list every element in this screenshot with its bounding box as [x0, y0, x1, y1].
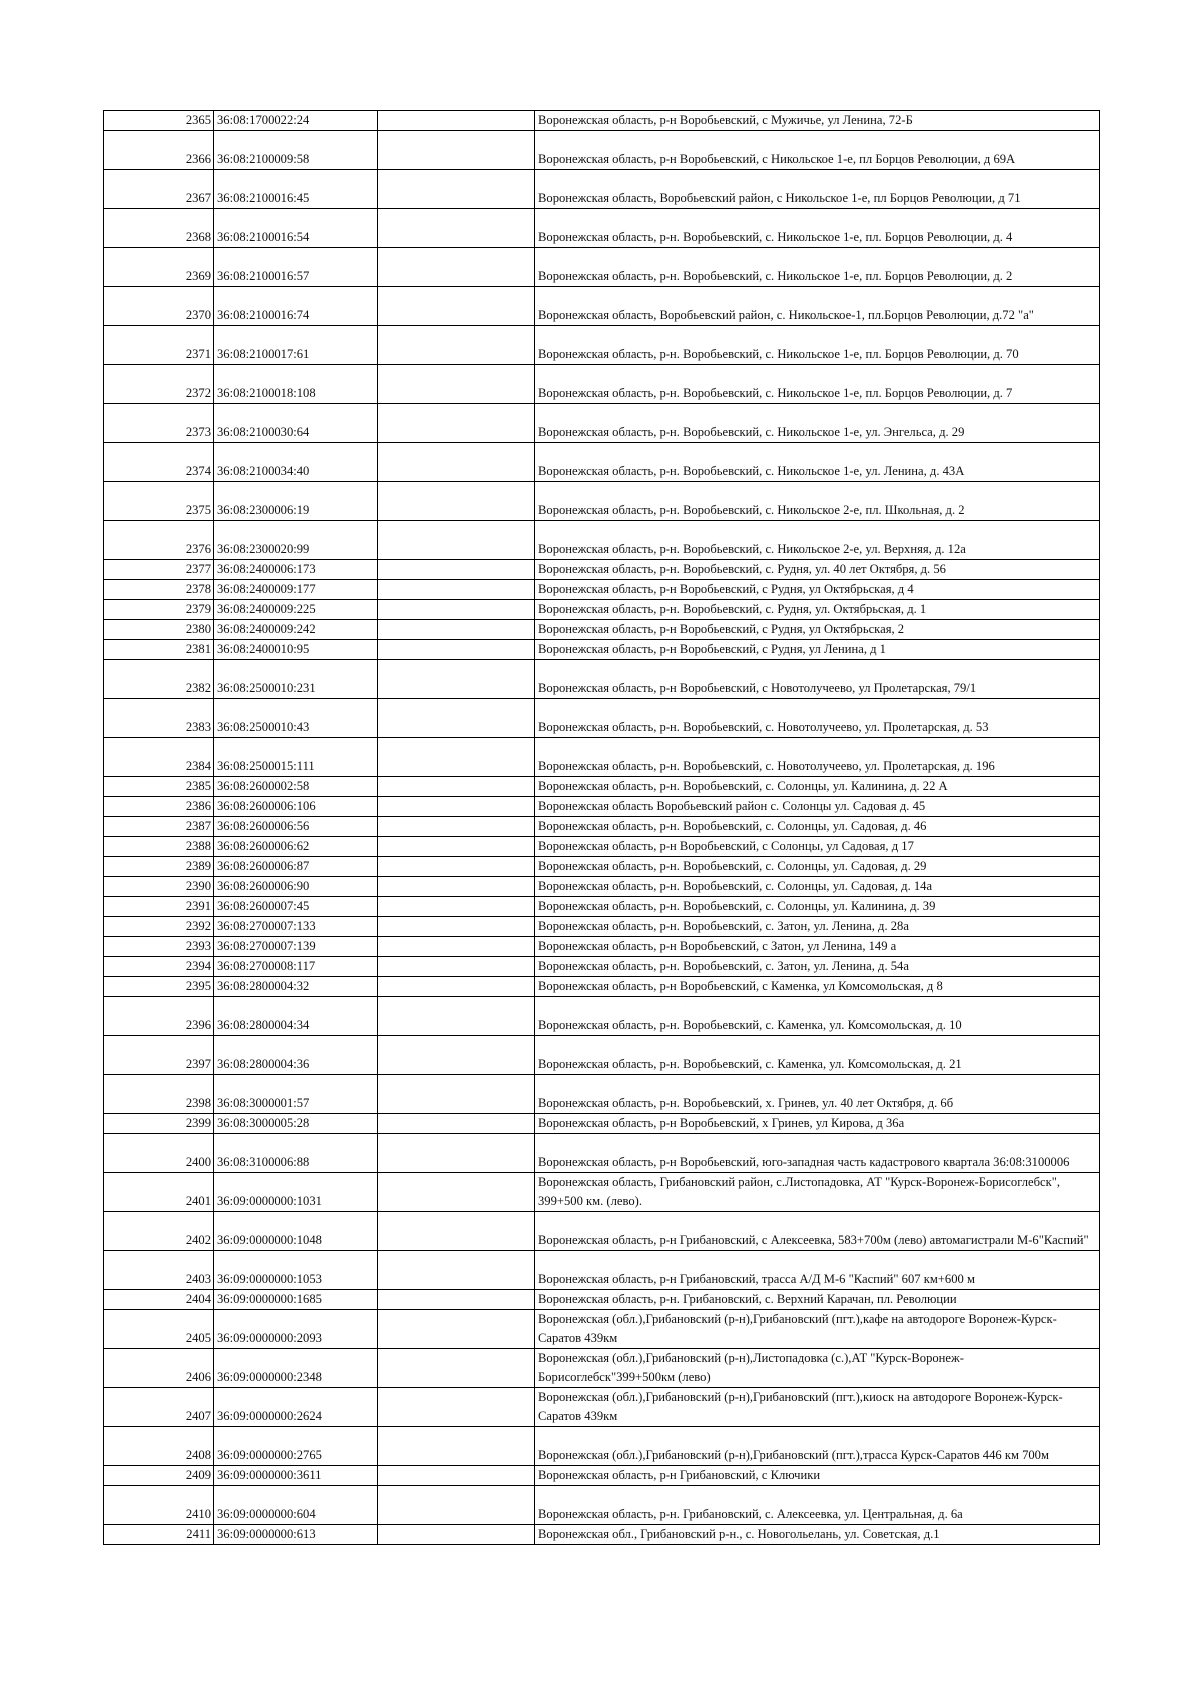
- address-cell: Воронежская область, р-н Грибановский, трасса А/Д М-6 "Каспий" 607 км+600 м: [535, 1251, 1100, 1290]
- cadastral-number-cell: 36:08:2100017:61: [214, 326, 378, 365]
- table-row: [104, 699, 1100, 738]
- table-row: [104, 287, 1100, 326]
- row-number-cell: 2375: [104, 482, 214, 521]
- cadastral-number-cell: 36:09:0000000:1031: [214, 1173, 378, 1212]
- address-cell: Воронежская область, р-н. Воробьевский, с. Каменка, ул. Комсомольская, д. 10: [535, 997, 1100, 1036]
- empty-cell: [378, 837, 535, 857]
- empty-cell: [378, 580, 535, 600]
- cadastral-number-cell: 36:08:2800004:34: [214, 997, 378, 1036]
- row-number-cell: 2369: [104, 248, 214, 287]
- table-row: [104, 600, 1100, 620]
- table-row: [104, 248, 1100, 287]
- cadastral-number-cell: 36:08:2100034:40: [214, 443, 378, 482]
- cadastral-number-cell: 36:09:0000000:1048: [214, 1212, 378, 1251]
- table-row: [104, 326, 1100, 365]
- row-number-cell: 2403: [104, 1251, 214, 1290]
- row-number-cell: 2390: [104, 877, 214, 897]
- table-row: [104, 917, 1100, 937]
- row-number-cell: 2411: [104, 1525, 214, 1545]
- empty-cell: [378, 1427, 535, 1466]
- cadastral-number-cell: 36:09:0000000:2093: [214, 1310, 378, 1349]
- empty-cell: [378, 957, 535, 977]
- row-number-cell: 2410: [104, 1486, 214, 1525]
- address-cell: Воронежская область, р-н Воробьевский, х Гринев, ул Кирова, д 36а: [535, 1114, 1100, 1134]
- row-number-cell: 2395: [104, 977, 214, 997]
- row-number-cell: 2372: [104, 365, 214, 404]
- empty-cell: [378, 660, 535, 699]
- empty-cell: [378, 209, 535, 248]
- empty-cell: [378, 1075, 535, 1114]
- table-body: [104, 111, 1100, 1545]
- address-registry-table: [103, 110, 1100, 1545]
- address-cell: Воронежская (обл.),Грибановский (р-н),Листопадовка (с.),АТ "Курск-Воронеж-Борисоглебск"399+500км (лево): [535, 1349, 1100, 1388]
- empty-cell: [378, 699, 535, 738]
- table-row: [104, 1388, 1100, 1427]
- empty-cell: [378, 1212, 535, 1251]
- empty-cell: [378, 977, 535, 997]
- table-row: [104, 777, 1100, 797]
- cadastral-number-cell: 36:08:2100016:54: [214, 209, 378, 248]
- table-row: [104, 1349, 1100, 1388]
- empty-cell: [378, 1290, 535, 1310]
- cadastral-number-cell: 36:08:2600007:45: [214, 897, 378, 917]
- empty-cell: [378, 1310, 535, 1349]
- address-cell: Воронежская область, р-н. Воробьевский, с. Рудня, ул. 40 лет Октября, д. 56: [535, 560, 1100, 580]
- cadastral-number-cell: 36:08:2400009:242: [214, 620, 378, 640]
- cadastral-number-cell: 36:08:2400009:177: [214, 580, 378, 600]
- table-row: [104, 404, 1100, 443]
- empty-cell: [378, 248, 535, 287]
- table-row: [104, 660, 1100, 699]
- row-number-cell: 2404: [104, 1290, 214, 1310]
- address-cell: Воронежская обл., Грибановский р-н., с. Новогольелань, ул. Советская, д.1: [535, 1525, 1100, 1545]
- table-row: [104, 1525, 1100, 1545]
- cadastral-number-cell: 36:08:3100006:88: [214, 1134, 378, 1173]
- table-row: [104, 1310, 1100, 1349]
- row-number-cell: 2371: [104, 326, 214, 365]
- table-row: [104, 580, 1100, 600]
- empty-cell: [378, 521, 535, 560]
- empty-cell: [378, 131, 535, 170]
- address-cell: Воронежская область, р-н Грибановский, с Алексеевка, 583+700м (лево) автомагистрали М-6"Каспий": [535, 1212, 1100, 1251]
- empty-cell: [378, 857, 535, 877]
- row-number-cell: 2370: [104, 287, 214, 326]
- cadastral-number-cell: 36:08:2600006:106: [214, 797, 378, 817]
- cadastral-number-cell: 36:08:2500010:231: [214, 660, 378, 699]
- row-number-cell: 2402: [104, 1212, 214, 1251]
- cadastral-number-cell: 36:09:0000000:2765: [214, 1427, 378, 1466]
- cadastral-number-cell: 36:09:0000000:604: [214, 1486, 378, 1525]
- address-cell: Воронежская область, р-н. Воробьевский, с. Никольское 1-е, пл. Борцов Революции, д. 7: [535, 365, 1100, 404]
- address-cell: Воронежская область, р-н. Воробьевский, с. Новотолучеево, ул. Пролетарская, д. 196: [535, 738, 1100, 777]
- empty-cell: [378, 620, 535, 640]
- cadastral-number-cell: 36:09:0000000:613: [214, 1525, 378, 1545]
- empty-cell: [378, 917, 535, 937]
- cadastral-number-cell: 36:08:2600006:56: [214, 817, 378, 837]
- empty-cell: [378, 1173, 535, 1212]
- address-cell: Воронежская область Воробьевский район с. Солонцы ул. Садовая д. 45: [535, 797, 1100, 817]
- cadastral-number-cell: 36:08:1700022:24: [214, 111, 378, 131]
- row-number-cell: 2376: [104, 521, 214, 560]
- empty-cell: [378, 777, 535, 797]
- table-row: [104, 1466, 1100, 1486]
- address-cell: Воронежская область, р-н. Воробьевский, х. Гринев, ул. 40 лет Октября, д. 6б: [535, 1075, 1100, 1114]
- row-number-cell: 2392: [104, 917, 214, 937]
- address-cell: Воронежская область, р-н Воробьевский, с Рудня, ул Ленина, д 1: [535, 640, 1100, 660]
- row-number-cell: 2386: [104, 797, 214, 817]
- address-cell: Воронежская область, р-н. Воробьевский, с. Никольское 1-е, ул. Ленина, д. 43А: [535, 443, 1100, 482]
- row-number-cell: 2367: [104, 170, 214, 209]
- address-cell: Воронежская область, Грибановский район, с.Листопадовка, АТ "Курск-Воронеж-Борисоглебск", 399+500 км. (лево).: [535, 1173, 1100, 1212]
- address-cell: Воронежская область, р-н. Воробьевский, с. Затон, ул. Ленина, д. 54а: [535, 957, 1100, 977]
- cadastral-number-cell: 36:08:3000001:57: [214, 1075, 378, 1114]
- table-row: [104, 443, 1100, 482]
- table-row: [104, 857, 1100, 877]
- address-cell: Воронежская область, р-н Воробьевский, с Никольское 1-е, пл Борцов Революции, д 69А: [535, 131, 1100, 170]
- cadastral-number-cell: 36:09:0000000:1053: [214, 1251, 378, 1290]
- empty-cell: [378, 1134, 535, 1173]
- address-cell: Воронежская область, р-н Воробьевский, с Затон, ул Ленина, 149 а: [535, 937, 1100, 957]
- empty-cell: [378, 1486, 535, 1525]
- table-row: [104, 560, 1100, 580]
- row-number-cell: 2387: [104, 817, 214, 837]
- cadastral-number-cell: 36:08:2100016:45: [214, 170, 378, 209]
- table-row: [104, 877, 1100, 897]
- address-cell: Воронежская область, Воробьевский район, с. Никольское-1, пл.Борцов Революции, д.72 "а": [535, 287, 1100, 326]
- table-row: [104, 1134, 1100, 1173]
- table-row: [104, 977, 1100, 997]
- cadastral-number-cell: 36:08:2700008:117: [214, 957, 378, 977]
- row-number-cell: 2408: [104, 1427, 214, 1466]
- cadastral-number-cell: 36:09:0000000:1685: [214, 1290, 378, 1310]
- empty-cell: [378, 997, 535, 1036]
- row-number-cell: 2397: [104, 1036, 214, 1075]
- row-number-cell: 2399: [104, 1114, 214, 1134]
- cadastral-number-cell: 36:08:2100009:58: [214, 131, 378, 170]
- cadastral-number-cell: 36:08:2600002:58: [214, 777, 378, 797]
- address-cell: Воронежская область, р-н Воробьевский, юго-западная часть кадастрового квартала 36:08:3100006: [535, 1134, 1100, 1173]
- row-number-cell: 2382: [104, 660, 214, 699]
- table-row: [104, 1290, 1100, 1310]
- table-row: [104, 482, 1100, 521]
- cadastral-number-cell: 36:08:2700007:133: [214, 917, 378, 937]
- cadastral-number-cell: 36:08:2100018:108: [214, 365, 378, 404]
- cadastral-number-cell: 36:08:2300020:99: [214, 521, 378, 560]
- address-cell: Воронежская область, р-н. Воробьевский, с. Солонцы, ул. Калинина, д. 39: [535, 897, 1100, 917]
- row-number-cell: 2366: [104, 131, 214, 170]
- address-cell: Воронежская область, р-н. Воробьевский, с. Солонцы, ул. Садовая, д. 14а: [535, 877, 1100, 897]
- address-cell: Воронежская область, р-н Воробьевский, с Каменка, ул Комсомольская, д 8: [535, 977, 1100, 997]
- table-row: [104, 1427, 1100, 1466]
- row-number-cell: 2383: [104, 699, 214, 738]
- cadastral-number-cell: 36:08:2100016:57: [214, 248, 378, 287]
- table-row: [104, 1212, 1100, 1251]
- empty-cell: [378, 1251, 535, 1290]
- row-number-cell: 2365: [104, 111, 214, 131]
- address-cell: Воронежская область, р-н Воробьевский, с Мужичье, ул Ленина, 72-Б: [535, 111, 1100, 131]
- cadastral-number-cell: 36:08:2800004:36: [214, 1036, 378, 1075]
- row-number-cell: 2368: [104, 209, 214, 248]
- address-cell: Воронежская область, р-н Воробьевский, с Солонцы, ул Садовая, д 17: [535, 837, 1100, 857]
- address-cell: Воронежская область, р-н. Воробьевский, с. Никольское 1-е, пл. Борцов Революции, д. 70: [535, 326, 1100, 365]
- row-number-cell: 2396: [104, 997, 214, 1036]
- empty-cell: [378, 897, 535, 917]
- empty-cell: [378, 482, 535, 521]
- table-row: [104, 817, 1100, 837]
- table-row: [104, 640, 1100, 660]
- address-cell: Воронежская область, р-н. Воробьевский, с. Никольское 2-е, ул. Верхняя, д. 12а: [535, 521, 1100, 560]
- table-row: [104, 209, 1100, 248]
- empty-cell: [378, 326, 535, 365]
- empty-cell: [378, 640, 535, 660]
- table-row: [104, 1075, 1100, 1114]
- table-row: [104, 365, 1100, 404]
- address-cell: Воронежская область, р-н. Воробьевский, с. Солонцы, ул. Калинина, д. 22 А: [535, 777, 1100, 797]
- empty-cell: [378, 170, 535, 209]
- cadastral-number-cell: 36:08:2500015:111: [214, 738, 378, 777]
- empty-cell: [378, 600, 535, 620]
- address-cell: Воронежская область, р-н. Воробьевский, с. Никольское 2-е, пл. Школьная, д. 2: [535, 482, 1100, 521]
- table-row: [104, 1173, 1100, 1212]
- cadastral-number-cell: 36:09:0000000:2348: [214, 1349, 378, 1388]
- empty-cell: [378, 287, 535, 326]
- row-number-cell: 2400: [104, 1134, 214, 1173]
- cadastral-number-cell: 36:08:2600006:62: [214, 837, 378, 857]
- empty-cell: [378, 111, 535, 131]
- address-cell: Воронежская область, Воробьевский район, с Никольское 1-е, пл Борцов Революции, д 71: [535, 170, 1100, 209]
- table-row: [104, 1486, 1100, 1525]
- cadastral-number-cell: 36:08:2400010:95: [214, 640, 378, 660]
- row-number-cell: 2388: [104, 837, 214, 857]
- address-cell: Воронежская область, р-н. Воробьевский, с. Солонцы, ул. Садовая, д. 46: [535, 817, 1100, 837]
- table-row: [104, 937, 1100, 957]
- empty-cell: [378, 1036, 535, 1075]
- row-number-cell: 2406: [104, 1349, 214, 1388]
- table-row: [104, 797, 1100, 817]
- row-number-cell: 2405: [104, 1310, 214, 1349]
- cadastral-number-cell: 36:08:2700007:139: [214, 937, 378, 957]
- row-number-cell: 2409: [104, 1466, 214, 1486]
- table-row: [104, 957, 1100, 977]
- table-row: [104, 170, 1100, 209]
- cadastral-number-cell: 36:09:0000000:3611: [214, 1466, 378, 1486]
- table-row: [104, 521, 1100, 560]
- row-number-cell: 2378: [104, 580, 214, 600]
- address-cell: Воронежская область, р-н. Грибановский, с. Алексеевка, ул. Центральная, д. 6а: [535, 1486, 1100, 1525]
- empty-cell: [378, 937, 535, 957]
- cadastral-number-cell: 36:08:2600006:87: [214, 857, 378, 877]
- address-cell: Воронежская область, р-н. Воробьевский, с. Никольское 1-е, пл. Борцов Революции, д. 4: [535, 209, 1100, 248]
- row-number-cell: 2385: [104, 777, 214, 797]
- empty-cell: [378, 738, 535, 777]
- table-row: [104, 1251, 1100, 1290]
- cadastral-number-cell: 36:08:2400009:225: [214, 600, 378, 620]
- row-number-cell: 2393: [104, 937, 214, 957]
- empty-cell: [378, 1525, 535, 1545]
- cadastral-number-cell: 36:08:2500010:43: [214, 699, 378, 738]
- cadastral-number-cell: 36:08:2600006:90: [214, 877, 378, 897]
- cadastral-number-cell: 36:08:2300006:19: [214, 482, 378, 521]
- empty-cell: [378, 365, 535, 404]
- empty-cell: [378, 443, 535, 482]
- address-cell: Воронежская область, р-н. Воробьевский, с. Каменка, ул. Комсомольская, д. 21: [535, 1036, 1100, 1075]
- row-number-cell: 2380: [104, 620, 214, 640]
- empty-cell: [378, 1388, 535, 1427]
- address-cell: Воронежская (обл.),Грибановский (р-н),Грибановский (пгт.),кафе на автодороге Воронеж-Курск-Саратов 439км: [535, 1310, 1100, 1349]
- row-number-cell: 2398: [104, 1075, 214, 1114]
- cadastral-number-cell: 36:08:2100030:64: [214, 404, 378, 443]
- empty-cell: [378, 1466, 535, 1486]
- address-cell: Воронежская (обл.),Грибановский (р-н),Грибановский (пгт.),киоск на автодороге Воронеж-Курск-Саратов 439км: [535, 1388, 1100, 1427]
- empty-cell: [378, 797, 535, 817]
- empty-cell: [378, 817, 535, 837]
- table-row: [104, 1036, 1100, 1075]
- empty-cell: [378, 877, 535, 897]
- address-cell: Воронежская область, р-н. Воробьевский, с. Затон, ул. Ленина, д. 28а: [535, 917, 1100, 937]
- address-cell: Воронежская область, р-н. Воробьевский, с. Никольское 1-е, ул. Энгельса, д. 29: [535, 404, 1100, 443]
- table-row: [104, 837, 1100, 857]
- address-cell: Воронежская (обл.),Грибановский (р-н),Грибановский (пгт.),трасса Курск-Саратов 446 км 700м: [535, 1427, 1100, 1466]
- table-row: [104, 997, 1100, 1036]
- address-cell: Воронежская область, р-н. Воробьевский, с. Рудня, ул. Октябрьская, д. 1: [535, 600, 1100, 620]
- row-number-cell: 2379: [104, 600, 214, 620]
- empty-cell: [378, 404, 535, 443]
- row-number-cell: 2394: [104, 957, 214, 977]
- row-number-cell: 2373: [104, 404, 214, 443]
- address-cell: Воронежская область, р-н. Воробьевский, с. Никольское 1-е, пл. Борцов Революции, д. 2: [535, 248, 1100, 287]
- cadastral-number-cell: 36:08:3000005:28: [214, 1114, 378, 1134]
- address-cell: Воронежская область, р-н Воробьевский, с Рудня, ул Октябрьская, 2: [535, 620, 1100, 640]
- table-row: [104, 131, 1100, 170]
- row-number-cell: 2381: [104, 640, 214, 660]
- table-row: [104, 1114, 1100, 1134]
- address-cell: Воронежская область, р-н. Воробьевский, с. Новотолучеево, ул. Пролетарская, д. 53: [535, 699, 1100, 738]
- row-number-cell: 2401: [104, 1173, 214, 1212]
- address-cell: Воронежская область, р-н Грибановский, с Ключики: [535, 1466, 1100, 1486]
- cadastral-number-cell: 36:08:2800004:32: [214, 977, 378, 997]
- row-number-cell: 2389: [104, 857, 214, 877]
- address-cell: Воронежская область, р-н. Грибановский, с. Верхний Карачан, пл. Революции: [535, 1290, 1100, 1310]
- address-cell: Воронежская область, р-н. Воробьевский, с. Солонцы, ул. Садовая, д. 29: [535, 857, 1100, 877]
- address-cell: Воронежская область, р-н Воробьевский, с Рудня, ул Октябрьская, д 4: [535, 580, 1100, 600]
- table-row: [104, 738, 1100, 777]
- cadastral-number-cell: 36:08:2400006:173: [214, 560, 378, 580]
- empty-cell: [378, 1349, 535, 1388]
- table-row: [104, 111, 1100, 131]
- cadastral-number-cell: 36:08:2100016:74: [214, 287, 378, 326]
- table-row: [104, 620, 1100, 640]
- row-number-cell: 2384: [104, 738, 214, 777]
- empty-cell: [378, 560, 535, 580]
- cadastral-number-cell: 36:09:0000000:2624: [214, 1388, 378, 1427]
- address-cell: Воронежская область, р-н Воробьевский, с Новотолучеево, ул Пролетарская, 79/1: [535, 660, 1100, 699]
- empty-cell: [378, 1114, 535, 1134]
- table-row: [104, 897, 1100, 917]
- row-number-cell: 2407: [104, 1388, 214, 1427]
- row-number-cell: 2391: [104, 897, 214, 917]
- row-number-cell: 2377: [104, 560, 214, 580]
- row-number-cell: 2374: [104, 443, 214, 482]
